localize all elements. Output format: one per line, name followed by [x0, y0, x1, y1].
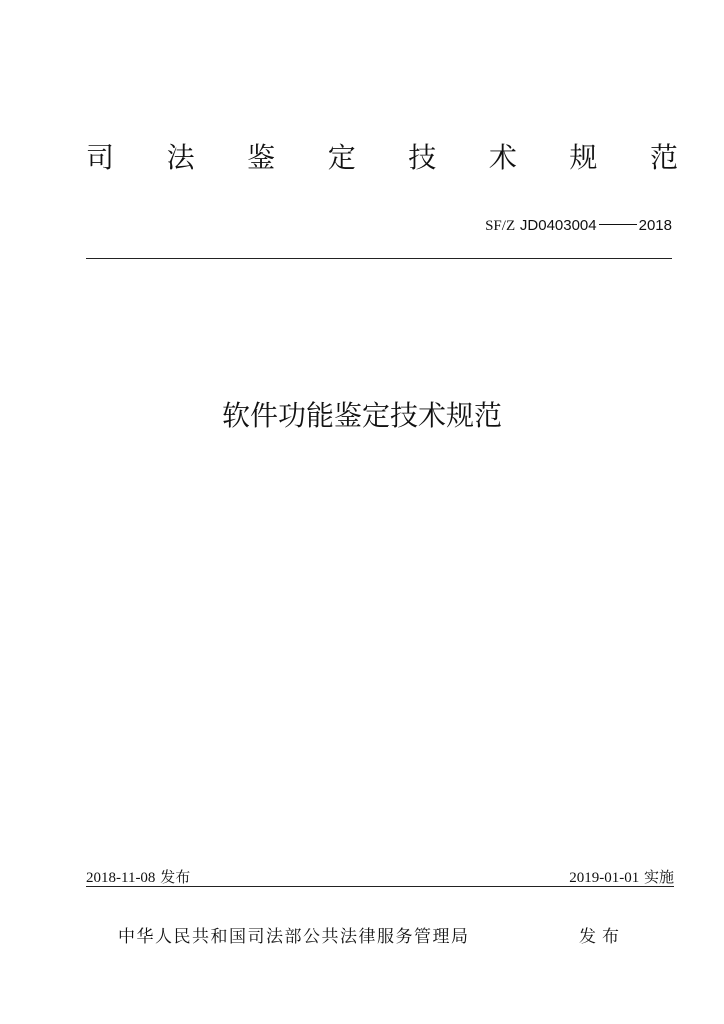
- issue-date: 2018-11-08: [86, 870, 156, 886]
- publisher-name: 中华人民共和国司法部公共法律服务管理局: [118, 927, 470, 947]
- publisher-label: 发布: [579, 927, 625, 947]
- bottom-divider: [86, 886, 674, 887]
- header-char: 范: [649, 141, 678, 174]
- implementation-date: 2019-01-01: [569, 870, 640, 886]
- header-char: 规: [569, 141, 598, 174]
- standard-code-year: 2018: [638, 217, 672, 234]
- standard-code-number: JD0403004: [519, 217, 597, 234]
- top-divider: [86, 258, 672, 259]
- implementation-label: 实施: [643, 868, 674, 886]
- standard-code-dash: [599, 224, 637, 225]
- header-char: 鉴: [247, 141, 276, 174]
- document-title: 软件功能鉴定技术规范: [221, 399, 502, 432]
- header-title: [86, 138, 678, 178]
- standard-code-prefix: SF/Z: [485, 218, 516, 234]
- header-char: 技: [408, 141, 437, 174]
- standard-code: [485, 214, 672, 237]
- issue-label: 发布: [160, 868, 191, 886]
- header-char: 司: [86, 141, 115, 174]
- header-char: 定: [327, 141, 356, 174]
- header-char: 术: [488, 141, 517, 174]
- header-char: 法: [166, 141, 195, 174]
